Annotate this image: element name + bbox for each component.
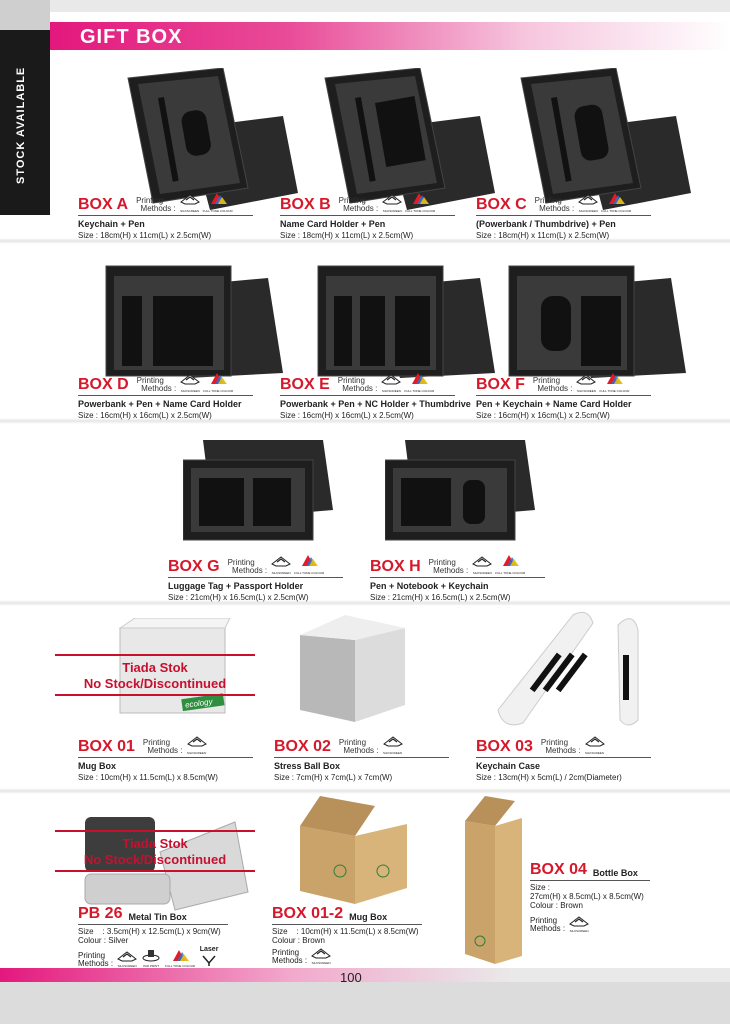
printing-label: Printing xyxy=(227,558,255,567)
product-label xyxy=(78,372,253,420)
underline xyxy=(280,215,455,216)
methods-label: Methods : xyxy=(343,204,379,213)
silkscreen-icon xyxy=(180,192,200,205)
product-size: Size : 13cm(H) x 5cm(L) / 2cm(Diameter) xyxy=(476,773,622,782)
product-label xyxy=(168,554,343,602)
product-name: BOX 03 xyxy=(476,738,533,755)
printing-label: Printing xyxy=(142,738,171,747)
box-04-size: 27cm(H) x 8.5cm(L) x 8.5cm(W) xyxy=(530,892,644,901)
printing-methods xyxy=(137,377,177,393)
product-name: BOX D xyxy=(78,376,129,393)
printing-label: Printing xyxy=(136,196,164,205)
pb26-colour: Colour : Silver xyxy=(78,936,129,945)
silkscreen-icon xyxy=(576,372,596,385)
printing-label: Printing xyxy=(540,738,569,747)
silkscreen-icon xyxy=(382,192,402,205)
silkscreen-icon xyxy=(187,734,207,747)
underline xyxy=(274,757,449,758)
underline xyxy=(370,577,545,578)
box-04-size-label: Size : xyxy=(530,883,551,892)
product-desc: Mug Box xyxy=(78,761,116,771)
pad-print-icon xyxy=(141,949,161,962)
underline xyxy=(476,395,651,396)
printing-label: Printing xyxy=(337,376,365,385)
box-04-title: Bottle Box xyxy=(592,868,638,878)
printing-label: Printing xyxy=(78,951,106,960)
methods-label: Methods : xyxy=(530,924,566,933)
box-01-2-title: Mug Box xyxy=(349,912,388,922)
footer-grey xyxy=(0,982,730,1024)
top-strip xyxy=(50,0,730,12)
full-tone-label: FULL TONE COLOUR xyxy=(601,209,632,213)
box-01-2-size: : 10cm(H) x 11.5cm(L) x 8.5cm(W) xyxy=(296,927,419,936)
silkscreen-label: SILKSCREEN xyxy=(472,571,492,575)
laser-label: Laser xyxy=(199,946,219,953)
silkscreen-icon xyxy=(569,914,589,927)
full-tone-label: FULL TONE COLOUR xyxy=(495,571,526,575)
stock-notice-2 xyxy=(55,836,255,868)
printing-label: Printing xyxy=(272,948,300,957)
methods-label: Methods : xyxy=(433,566,469,575)
silkscreen-label: SILKSCREEN xyxy=(180,389,200,393)
full-tone-label: FULL TONE COLOUR xyxy=(404,389,435,393)
printing-methods xyxy=(339,197,379,213)
ecology-label: ecology xyxy=(184,696,214,710)
product-desc: Keychain Case xyxy=(476,761,541,771)
product-size: Size : 18cm(H) x 11cm(L) x 2.5cm(W) xyxy=(78,231,212,240)
product-label xyxy=(274,734,449,782)
full-tone-icon xyxy=(409,372,429,385)
underline xyxy=(78,757,253,758)
underline xyxy=(78,395,253,396)
printing-methods xyxy=(541,739,581,755)
sidebar-top xyxy=(0,0,50,30)
box-e-image xyxy=(310,258,500,383)
silkscreen-label: SILKSCREEN xyxy=(585,751,605,755)
silkscreen-icon xyxy=(381,372,401,385)
methods-label: Methods : xyxy=(342,384,378,393)
silkscreen-icon xyxy=(472,554,492,567)
product-label xyxy=(370,554,545,602)
box-g-image xyxy=(183,440,373,545)
silkscreen-icon xyxy=(180,372,200,385)
silkscreen-label: SILKSCREEN xyxy=(311,961,331,965)
product-label xyxy=(476,372,651,420)
sidebar-label: STOCK AVAILABLE xyxy=(15,66,27,184)
full-tone-label: FULL TONE COLOUR xyxy=(202,209,233,213)
box-01-2-image xyxy=(295,796,415,906)
page-title: GIFT BOX xyxy=(80,26,183,48)
underline xyxy=(476,215,651,216)
printing-label: Printing xyxy=(338,738,367,747)
notice-line xyxy=(55,870,255,872)
product-desc: Powerbank + Pen + NC Holder + Thumbdrive xyxy=(280,399,471,409)
printing-methods xyxy=(429,559,469,575)
footer-bar xyxy=(0,968,730,982)
product-desc: (Powerbank / Thumbdrive) + Pen xyxy=(476,219,616,229)
box-02-image xyxy=(295,610,410,725)
notice-line2: No Stock/Discontinued xyxy=(83,676,227,691)
full-tone-icon xyxy=(500,554,520,567)
pb26-code: PB 26 xyxy=(78,905,123,922)
product-size: Size : 16cm(H) x 16cm(L) x 2.5cm(W) xyxy=(476,411,610,420)
underline xyxy=(530,880,650,881)
underline xyxy=(78,924,228,925)
silkscreen-icon xyxy=(578,192,598,205)
printing-methods xyxy=(533,377,573,393)
box-01-2-size-label: Size xyxy=(272,927,288,936)
printing-label: Printing xyxy=(428,558,456,567)
silkscreen-label: SILKSCREEN xyxy=(271,571,291,575)
product-desc: Keychain + Pen xyxy=(78,219,145,229)
box-04-block xyxy=(530,862,650,933)
methods-label: Methods : xyxy=(539,204,575,213)
pad-print-label: PAD PRINT xyxy=(143,964,160,968)
methods-label: Methods : xyxy=(537,384,573,393)
methods-label: Methods : xyxy=(343,746,379,755)
product-name: BOX G xyxy=(168,558,220,575)
silkscreen-icon xyxy=(383,734,403,747)
printing-methods xyxy=(228,559,268,575)
product-name: BOX B xyxy=(280,196,331,213)
underline xyxy=(476,757,651,758)
box-01-2-block xyxy=(272,906,422,965)
underline xyxy=(78,215,253,216)
product-size: Size : 16cm(H) x 16cm(L) x 2.5cm(W) xyxy=(78,411,212,420)
underline xyxy=(168,577,343,578)
notice-line1: Tiada Stok xyxy=(122,660,188,675)
printing-methods xyxy=(136,197,176,213)
box-01-2-code: BOX 01-2 xyxy=(272,905,344,922)
product-name: BOX 01 xyxy=(78,738,135,755)
product-size: Size : 10cm(H) x 11.5cm(L) x 8.5cm(W) xyxy=(78,773,218,782)
product-desc: Pen + Keychain + Name Card Holder xyxy=(476,399,632,409)
full-tone-icon xyxy=(410,192,430,205)
product-size: Size : 21cm(H) x 16.5cm(L) x 2.5cm(W) xyxy=(370,593,511,602)
notice-line xyxy=(55,654,255,656)
product-label xyxy=(280,372,471,420)
box-d-image xyxy=(98,258,288,383)
product-name: BOX H xyxy=(370,558,421,575)
full-tone-label: FULL TONE COLOUR xyxy=(599,389,630,393)
product-desc: Luggage Tag + Passport Holder xyxy=(168,581,304,591)
silkscreen-label: SILKSCREEN xyxy=(180,209,200,213)
product-label xyxy=(476,734,651,782)
printing-label: Printing xyxy=(534,196,562,205)
product-name: BOX E xyxy=(280,376,330,393)
printing-label: Printing xyxy=(532,376,561,385)
full-tone-icon xyxy=(170,949,190,962)
methods-label: Methods : xyxy=(141,384,177,393)
silkscreen-label: SILKSCREEN xyxy=(381,389,401,393)
full-tone-label: FULL TONE COLOUR xyxy=(405,209,436,213)
box-04-image xyxy=(460,796,530,966)
box-03-image xyxy=(488,605,658,730)
box-04-colour: Colour : Brown xyxy=(530,901,583,910)
full-tone-label: FULL TONE COLOUR xyxy=(165,964,196,968)
product-label xyxy=(476,192,651,240)
product-size: Size : 21cm(H) x 16.5cm(L) x 2.5cm(W) xyxy=(168,593,309,602)
box-04-code: BOX 04 xyxy=(530,861,587,878)
product-label xyxy=(78,192,253,240)
notice-line2: No Stock/Discontinued xyxy=(83,852,227,867)
box-h-image xyxy=(385,440,575,545)
printing-label: Printing xyxy=(530,916,558,925)
printing-methods xyxy=(535,197,575,213)
full-tone-icon xyxy=(299,554,319,567)
methods-label: Methods : xyxy=(272,956,308,965)
notice-line xyxy=(55,694,255,696)
product-desc: Name Card Holder + Pen xyxy=(280,219,386,229)
full-tone-icon xyxy=(208,372,228,385)
product-size: Size : 18cm(H) x 11cm(L) x 2.5cm(W) xyxy=(476,231,610,240)
product-desc: Powerbank + Pen + Name Card Holder xyxy=(78,399,242,409)
page-number: 100 xyxy=(340,970,362,985)
methods-label: Methods : xyxy=(147,746,183,755)
pb26-size: : 3.5cm(H) x 12.5cm(L) x 9cm(W) xyxy=(102,927,221,936)
box-f-image xyxy=(501,258,691,383)
methods-label: Methods : xyxy=(545,746,581,755)
product-desc: Stress Ball Box xyxy=(274,761,341,771)
printing-methods xyxy=(143,739,183,755)
silkscreen-icon xyxy=(117,949,137,962)
methods-label: Methods : xyxy=(232,566,268,575)
silkscreen-label: SILKSCREEN xyxy=(576,389,596,393)
product-name: BOX 02 xyxy=(274,738,331,755)
full-tone-icon xyxy=(606,192,626,205)
silkscreen-icon xyxy=(271,554,291,567)
printing-label: Printing xyxy=(338,196,366,205)
silkscreen-label: SILKSCREEN xyxy=(578,209,598,213)
full-tone-icon xyxy=(604,372,624,385)
product-label xyxy=(280,192,455,240)
full-tone-icon xyxy=(208,192,228,205)
printing-methods xyxy=(339,739,379,755)
product-desc: Pen + Notebook + Keychain xyxy=(370,581,489,591)
silkscreen-label: SILKSCREEN xyxy=(569,929,589,933)
printing-label: Printing xyxy=(136,376,164,385)
pb26-block xyxy=(78,906,228,968)
product-size: Size : 18cm(H) x 11cm(L) x 2.5cm(W) xyxy=(280,231,414,240)
silkscreen-icon xyxy=(585,734,605,747)
product-label xyxy=(78,734,253,782)
notice-line1: Tiada Stok xyxy=(122,836,188,851)
methods-label: Methods : xyxy=(78,959,114,968)
underline xyxy=(272,924,422,925)
product-size: Size : 7cm(H) x 7cm(L) x 7cm(W) xyxy=(274,773,393,782)
full-tone-label: FULL TONE COLOUR xyxy=(294,571,325,575)
product-name: BOX A xyxy=(78,196,129,213)
product-size: Size : 16cm(H) x 16cm(L) x 2.5cm(W) xyxy=(280,411,414,420)
pb26-title: Metal Tin Box xyxy=(128,912,187,922)
silkscreen-label: SILKSCREEN xyxy=(117,964,137,968)
stock-notice-1 xyxy=(55,660,255,692)
silkscreen-label: SILKSCREEN xyxy=(383,751,403,755)
printing-methods xyxy=(338,377,378,393)
laser-icon xyxy=(199,953,219,966)
divider xyxy=(0,788,730,794)
silkscreen-label: SILKSCREEN xyxy=(187,751,207,755)
product-name: BOX C xyxy=(476,196,527,213)
methods-label: Methods : xyxy=(140,204,176,213)
underline xyxy=(280,395,455,396)
product-name: BOX F xyxy=(476,376,525,393)
box-01-2-colour: Colour : Brown xyxy=(272,936,325,945)
notice-line xyxy=(55,830,255,832)
full-tone-label: FULL TONE COLOUR xyxy=(203,389,234,393)
pb26-size-label: Size xyxy=(78,927,94,936)
silkscreen-icon xyxy=(311,946,331,959)
silkscreen-label: SILKSCREEN xyxy=(382,209,402,213)
